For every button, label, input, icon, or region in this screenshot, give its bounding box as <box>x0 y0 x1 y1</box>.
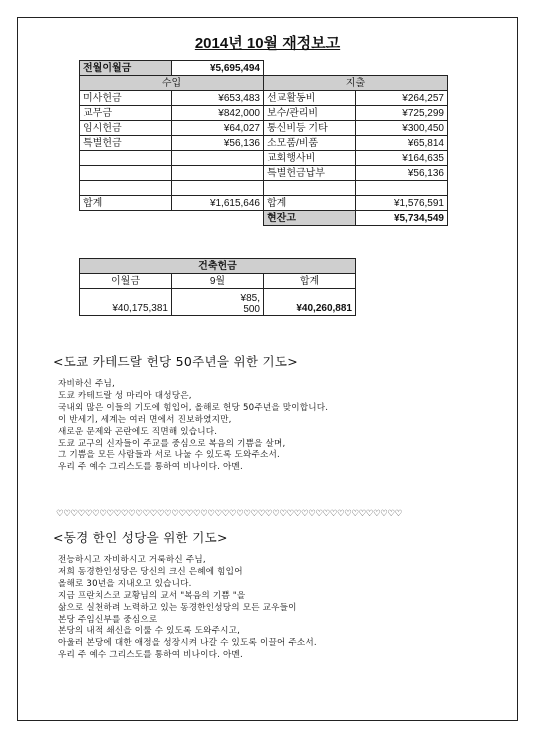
prayer-line: 우리 주 예수 그리스도를 통하여 비나이다. 아멘. <box>58 650 243 661</box>
income-label <box>80 181 172 196</box>
expense-label: 선교활동비 <box>264 91 356 106</box>
heart-divider: ♡♡♡♡♡♡♡♡♡♡♡♡♡♡♡♡♡♡♡♡♡♡♡♡♡♡♡♡♡♡♡♡♡♡♡♡♡♡♡♡♡♡♡♡♡♡♡♡ <box>56 509 402 519</box>
income-value: ¥64,027 <box>172 121 264 136</box>
prayer-line: 자비하신 주님, <box>58 379 115 389</box>
table-row <box>80 106 448 121</box>
cash-on-hand-label: 현잔고 <box>264 211 356 226</box>
building-fund-month-line2: 500 <box>243 304 260 315</box>
prayer-tokyo-korean-church <box>53 528 317 662</box>
income-value <box>172 181 264 196</box>
finance-table <box>79 60 448 226</box>
building-fund-carryover: ¥40,175,381 <box>80 289 172 316</box>
income-label <box>80 151 172 166</box>
building-fund-total: ¥40,260,881 <box>264 289 356 316</box>
income-value: ¥653,483 <box>172 91 264 106</box>
prayer-line: 올해로 30년을 지내오고 있습니다. <box>58 578 192 589</box>
expense-value: ¥300,450 <box>356 121 448 136</box>
prayer-title: <동경 한인 성당을 위한 기도> <box>53 530 228 545</box>
expense-header: 지출 <box>264 76 448 91</box>
expense-label: 교회행사비 <box>264 151 356 166</box>
cash-on-hand-value: ¥5,734,549 <box>356 211 448 226</box>
document-page <box>17 17 518 721</box>
income-header: 수입 <box>80 76 264 91</box>
expense-total-value: ¥1,576,591 <box>356 196 448 211</box>
prayer-line: 본당 주임신부를 중심으로 <box>58 614 158 625</box>
building-fund-title: 건축헌금 <box>80 259 356 274</box>
prayer-title: <도쿄 카테드랄 헌당 50주년을 위한 기도> <box>53 354 299 369</box>
prayer-line: 전능하시고 자비하시고 거룩하신 주님, <box>58 555 206 565</box>
prayer-line: 새로운 문제와 곤란에도 직면해 있습니다. <box>58 426 218 437</box>
prayer-line: 국내외 많은 이들의 기도에 힘입어, 올해로 헌당 50주년을 맞이합니다. <box>58 402 329 413</box>
expense-label: 소모품/비품 <box>264 136 356 151</box>
income-label: 미사헌금 <box>80 91 172 106</box>
table-row <box>80 121 448 136</box>
building-fund-header-month: 9월 <box>172 274 264 289</box>
table-row <box>80 181 448 196</box>
cash-on-hand-row <box>80 211 448 226</box>
income-label: 임시헌금 <box>80 121 172 136</box>
prayer-line: 그 기쁨을 모든 사람들과 서로 나눌 수 있도록 도와주소서. <box>58 450 280 461</box>
income-total-value: ¥1,615,646 <box>172 196 264 211</box>
expense-value: ¥725,299 <box>356 106 448 121</box>
expense-value: ¥264,257 <box>356 91 448 106</box>
report-title: 2014년 10월 재정보고 <box>194 35 341 52</box>
building-fund-header-total: 합계 <box>264 274 356 289</box>
prayer-line: 도쿄 교구의 신자들이 주교를 중심으로 복음의 기쁨을 살며, <box>58 438 286 449</box>
table-row <box>80 151 448 166</box>
income-label: 특별헌금 <box>80 136 172 151</box>
prayer-line: 삶으로 실천하려 노력하고 있는 동경한인성당의 모든 교우들이 <box>58 602 297 613</box>
expense-value: ¥164,635 <box>356 151 448 166</box>
prayer-body <box>58 555 317 662</box>
expense-total-label: 합계 <box>264 196 356 211</box>
building-fund-month-value <box>172 289 264 316</box>
expense-value: ¥56,136 <box>356 166 448 181</box>
balance-value: ¥5,695,494 <box>172 61 264 76</box>
expense-label <box>264 181 356 196</box>
prayer-line: 이 반세기, 세계는 여러 면에서 진보하였지만, <box>58 414 232 425</box>
prayer-line: 아울러 본당에 대한 애정을 성장시켜 나갈 수 있도록 이끌어 주소서. <box>58 638 317 649</box>
expense-value: ¥65,814 <box>356 136 448 151</box>
prayer-line: 본당의 내적 쇄신을 이룰 수 있도록 도와주시고, <box>58 626 241 637</box>
prayer-line: 지금 프란치스코 교황님의 교서 "복음의 기쁨 "을 <box>58 590 246 601</box>
income-value <box>172 151 264 166</box>
expense-label: 보수/관리비 <box>264 106 356 121</box>
building-fund-table <box>79 258 356 316</box>
table-row <box>80 166 448 181</box>
prayer-body <box>58 379 328 474</box>
prayer-tokyo-cathedral <box>53 352 329 474</box>
building-fund-month-line1: ¥85, <box>240 293 260 304</box>
table-row <box>80 136 448 151</box>
prayer-line: 우리 주 예수 그리스도를 통하여 비나이다. 아멘. <box>58 462 243 473</box>
expense-value <box>356 181 448 196</box>
income-value <box>172 166 264 181</box>
table-row <box>80 91 448 106</box>
balance-label: 전월이월금 <box>80 61 172 76</box>
totals-row <box>80 196 448 211</box>
expense-label: 특별헌금납부 <box>264 166 356 181</box>
building-fund-header-carryover: 이월금 <box>80 274 172 289</box>
prayer-line: 저희 동경한인성당은 당신의 크신 은혜에 힘입어 <box>58 566 243 577</box>
expense-label: 통신비등 기타 <box>264 121 356 136</box>
income-value: ¥842,000 <box>172 106 264 121</box>
income-total-label: 합계 <box>80 196 172 211</box>
prayer-line: 도쿄 카테드랄 성 마리아 대성당은, <box>58 390 192 401</box>
income-value: ¥56,136 <box>172 136 264 151</box>
income-label: 교무금 <box>80 106 172 121</box>
income-label <box>80 166 172 181</box>
